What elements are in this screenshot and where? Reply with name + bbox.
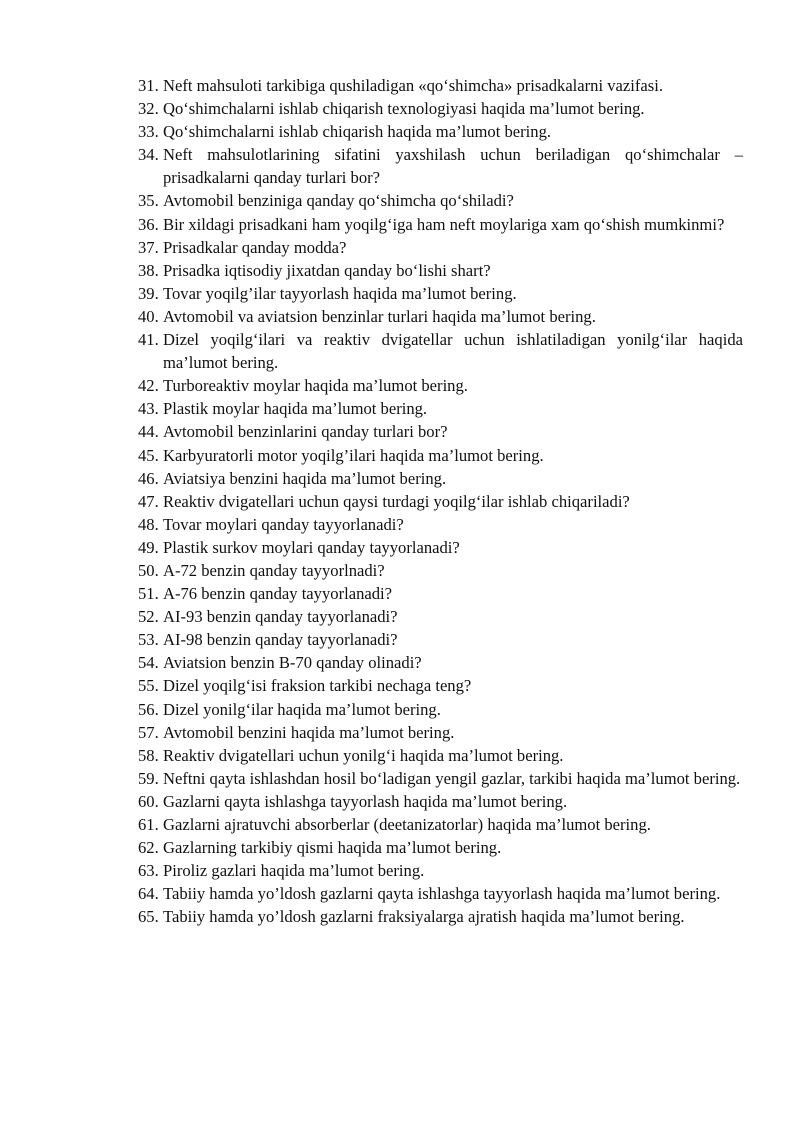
question-number: 56. bbox=[138, 699, 159, 719]
question-text: Reaktiv dvigatellari uchun yonilg‘i haqida ma’lumot bering. bbox=[163, 745, 564, 765]
question-item bbox=[138, 744, 743, 767]
question-item bbox=[138, 189, 743, 212]
question-text: Aviatsion benzin B-70 qanday olinadi? bbox=[163, 653, 422, 673]
question-text: Dizel yoqilg‘ilari va reaktiv dvigatellar uchun ishlatiladigan yonilg‘ilar haqida ma’lumot bering. bbox=[163, 330, 743, 373]
question-number: 58. bbox=[138, 745, 159, 765]
question-item bbox=[138, 282, 743, 305]
question-text: Aviatsiya benzini haqida ma’lumot bering. bbox=[163, 468, 447, 488]
question-item bbox=[138, 767, 743, 790]
question-number: 59. bbox=[138, 768, 159, 788]
question-number: 47. bbox=[138, 491, 159, 511]
question-text: Avtomobil benzinlarini qanday turlari bor? bbox=[163, 422, 448, 442]
question-item bbox=[138, 674, 743, 697]
question-text: Karbyuratorli motor yoqilg’ilari haqida ma’lumot bering. bbox=[163, 445, 544, 465]
question-item bbox=[138, 859, 743, 882]
question-text: Plastik surkov moylari qanday tayyorlanadi? bbox=[163, 537, 460, 557]
question-text: Piroliz gazlari haqida ma’lumot bering. bbox=[163, 861, 425, 881]
question-item bbox=[138, 259, 743, 282]
question-text: Bir xildagi prisadkani ham yoqilg‘iga ham neft moylariga xam qo‘shish mumkinmi? bbox=[163, 214, 725, 234]
question-number: 45. bbox=[138, 445, 159, 465]
question-text: Neftni qayta ishlashdan hosil bo‘ladigan yengil gazlar, tarkibi haqida ma’lumot bering. bbox=[163, 768, 741, 788]
question-number: 48. bbox=[138, 514, 159, 534]
question-number: 31. bbox=[138, 76, 159, 95]
question-item bbox=[138, 305, 743, 328]
question-number: 46. bbox=[138, 468, 159, 488]
question-number: 54. bbox=[138, 653, 159, 673]
question-item bbox=[138, 582, 743, 605]
question-item bbox=[138, 420, 743, 443]
question-item bbox=[138, 490, 743, 513]
question-item bbox=[138, 698, 743, 721]
question-item bbox=[138, 374, 743, 397]
question-number: 41. bbox=[138, 330, 159, 350]
question-item bbox=[138, 605, 743, 628]
question-item bbox=[138, 559, 743, 582]
question-number: 37. bbox=[138, 237, 159, 257]
question-item bbox=[138, 536, 743, 559]
question-text: AI-98 benzin qanday tayyorlanadi? bbox=[163, 630, 398, 650]
question-item bbox=[138, 905, 743, 928]
question-number: 42. bbox=[138, 376, 159, 396]
question-item bbox=[138, 721, 743, 744]
question-text: Tovar moylari qanday tayyorlanadi? bbox=[163, 514, 404, 534]
question-text: Reaktiv dvigatellari uchun qaysi turdagi yoqilg‘ilar ishlab chiqariladi? bbox=[163, 491, 630, 511]
question-item bbox=[138, 328, 743, 374]
question-text: Prisadka iqtisodiy jixatdan qanday bo‘lishi shart? bbox=[163, 260, 491, 280]
question-number: 32. bbox=[138, 99, 159, 119]
question-number: 55. bbox=[138, 676, 159, 696]
question-item bbox=[138, 397, 743, 420]
question-text: Tovar yoqilg’ilar tayyorlash haqida ma’lumot bering. bbox=[163, 283, 517, 303]
document-page bbox=[138, 74, 743, 928]
question-item bbox=[138, 467, 743, 490]
question-text: Avtomobil benzini haqida ma’lumot bering. bbox=[163, 722, 455, 742]
question-text: Gazlarni ajratuvchi absorberlar (deetanizatorlar) haqida ma’lumot bering. bbox=[163, 815, 651, 834]
question-number: 39. bbox=[138, 283, 159, 303]
question-item bbox=[138, 120, 743, 143]
question-item bbox=[138, 882, 743, 905]
question-number: 53. bbox=[138, 630, 159, 650]
question-number: 40. bbox=[138, 306, 159, 326]
question-number: 33. bbox=[138, 122, 159, 142]
question-item bbox=[138, 651, 743, 674]
question-item bbox=[138, 213, 743, 236]
question-item bbox=[138, 236, 743, 259]
question-item bbox=[138, 813, 743, 836]
question-text: Dizel yonilg‘ilar haqida ma’lumot bering. bbox=[163, 699, 441, 719]
question-number: 63. bbox=[138, 861, 159, 881]
question-number: 65. bbox=[138, 907, 159, 927]
question-text: AI-93 benzin qanday tayyorlanadi? bbox=[163, 607, 398, 627]
question-number: 44. bbox=[138, 422, 159, 442]
question-number: 62. bbox=[138, 838, 159, 858]
question-text: Avtomobil va aviatsion benzinlar turlari haqida ma’lumot bering. bbox=[163, 306, 596, 326]
question-text: Tabiiy hamda yo’ldosh gazlarni qayta ishlashga tayyorlash haqida ma’lumot bering. bbox=[163, 884, 721, 904]
question-list bbox=[138, 74, 743, 928]
question-text: Gazlarni qayta ishlashga tayyorlash haqida ma’lumot bering. bbox=[163, 791, 568, 811]
question-text: Turboreaktiv moylar haqida ma’lumot bering. bbox=[163, 376, 468, 396]
question-item bbox=[138, 74, 743, 97]
question-item bbox=[138, 628, 743, 651]
question-number: 34. bbox=[138, 145, 159, 165]
question-text: A-76 benzin qanday tayyorlanadi? bbox=[163, 584, 392, 604]
question-number: 49. bbox=[138, 537, 159, 557]
question-item bbox=[138, 790, 743, 813]
question-number: 61. bbox=[138, 815, 159, 834]
question-number: 52. bbox=[138, 607, 159, 627]
question-number: 51. bbox=[138, 584, 159, 604]
question-number: 43. bbox=[138, 399, 159, 419]
question-item bbox=[138, 143, 743, 189]
question-text: A-72 benzin qanday tayyorlnadi? bbox=[163, 560, 385, 580]
question-text: Gazlarning tarkibiy qismi haqida ma’lumot bering. bbox=[163, 838, 502, 858]
question-item bbox=[138, 97, 743, 120]
question-number: 38. bbox=[138, 260, 159, 280]
question-item bbox=[138, 513, 743, 536]
question-text: Prisadkalar qanday modda? bbox=[163, 237, 347, 257]
question-text: Qo‘shimchalarni ishlab chiqarish haqida ma’lumot bering. bbox=[163, 122, 552, 142]
question-text: Neft mahsulotlarining sifatini yaxshilash uchun beriladigan qo‘shimchalar – prisadkalarni qanday turlari bor? bbox=[163, 145, 743, 188]
question-number: 50. bbox=[138, 560, 159, 580]
question-number: 64. bbox=[138, 884, 159, 904]
question-text: Avtomobil benziniga qanday qo‘shimcha qo‘shiladi? bbox=[163, 191, 514, 211]
question-text: Qo‘shimchalarni ishlab chiqarish texnologiyasi haqida ma’lumot bering. bbox=[163, 99, 645, 119]
question-text: Neft mahsuloti tarkibiga qushiladigan «qo‘shimcha» prisadkalarni vazifasi. bbox=[163, 76, 663, 95]
question-item bbox=[138, 836, 743, 859]
question-number: 36. bbox=[138, 214, 159, 234]
question-number: 35. bbox=[138, 191, 159, 211]
question-text: Tabiiy hamda yo’ldosh gazlarni fraksiyalarga ajratish haqida ma’lumot bering. bbox=[163, 907, 685, 927]
question-item bbox=[138, 444, 743, 467]
question-text: Plastik moylar haqida ma’lumot bering. bbox=[163, 399, 428, 419]
question-number: 60. bbox=[138, 791, 159, 811]
question-number: 57. bbox=[138, 722, 159, 742]
question-text: Dizel yoqilg‘isi fraksion tarkibi nechaga teng? bbox=[163, 676, 472, 696]
